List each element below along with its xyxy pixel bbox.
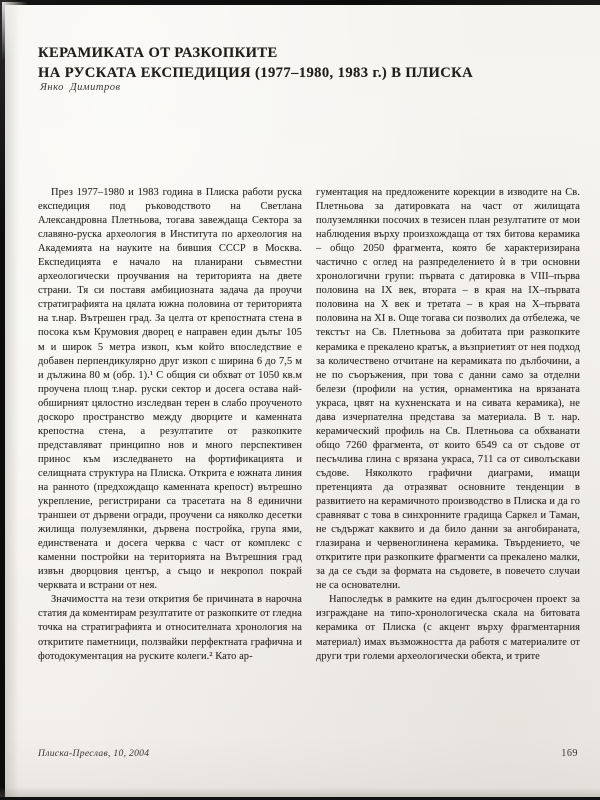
page-footer	[38, 748, 578, 759]
article-author: Янко Димитров	[40, 82, 121, 93]
page-number: 169	[561, 748, 578, 759]
article-title	[38, 43, 580, 84]
paragraph: Напоследък в рамките на един дългосрочен проект за изграждане на типо-хронологическа скала на битовата керамика от Плиска (с акцент върху фрагментарния материал) имах възможността да работя с материалите от други три големи археологически обекта, и трите	[316, 594, 580, 662]
text-column-left	[38, 186, 302, 746]
article-title-line1: КЕРАМИКАТА ОТ РАЗКОПКИТЕ	[38, 44, 278, 61]
paragraph: През 1977–1980 и 1983 година в Плиска работи руска експедиция под ръководството на Светлана Александровна Плетньова, тогава завеждаща Сектора за славяно-руска археология в Института по археология на Академията на науките на бившия СССР в Москва. Експедицията е начало на планирани съвместни археологически проучвания на територията на двете страни. Тя си поставя амбициозната задача да проучи стратиграфията на цялата южна половина от територията на т.нар. Вътрешен град. За целта от крепостната стена в посока към Крумовия дворец е направен един дълъг 105 м и широк 5 метра изкоп, към който впоследствие е добавен перпендикулярно друг изкоп с ширина 6 до 7,5 м и дължина 80 м (обр. 1).¹ С общия си обхват от 1050 кв.м проучена площ т.нар. руски сектор и досега остава най-обширният цялостно изследван терен в слабо проученото доскоро пространство между дворците и каменната крепостна стена, а резултатите от разкопките представляват принципно нов и много перспективен принос към изследването на фортификацията и селищната структура на Плиска. Открита е южната линия на ранното (предхождащо каменната крепост) вътрешно укрепление, регистрирани са трасетата на 8 единични траншеи от дървени огради, проучени са няколко десетки жилища полуземлянки, дървена постройка, група ями, единствената и досега черква с част от комплекс с каменни постройки на територията на Вътрешния град извън дворцовия център, а също и некропол покрай черквата и встрани от нея.	[38, 187, 302, 592]
text-column-right	[316, 186, 580, 746]
scan-corner-glare	[2, 2, 28, 62]
scan-edge-left-shadow	[5, 0, 19, 800]
paragraph: гументация на предложените корекции в изводите на Св. Плетньова за датировката на част от жилищата полуземлянки посочих в тезисен план резултатите от мои наблюдения върху произхождаща от тях битова керамика – общо 2050 фрагмента, която бе характеризирана частично с оглед на разпределението ѝ в три основни хронологични групи: първата с датировка в VIII–първа половина на IX век, втората – в края на IX–първата половина на X век и третата – в края на X–първата половина на XI в. Още тогава си позволих да отбележа, че текстът на Св. Плетньова за добитата при разкопките керамика е прекалено кратък, а възприетият от нея подход за количествено отчитане на керамиката по дълбочини, а не по съоръжения, при това с данни само за отделни белези (профили на устия, орнаментика на врязаната украса, цвят на кухненската и на сивата керамика), не дава изчерпателна представа за материала. В т. нар. керамический профиль на Св. Плетньова са обхванати общо 7260 фрагмента, от които 6549 са от съдове от песъчлива глина с врязана украса, 711 са от сиволъскави съдове. Няколкото графични диаграми, имащи претенцията да отразяват основните тенденции в развитието на керамичното производство в Плиска и да го сравняват с това в синхронните градища Саркел и Таман, не съдържат каквито и да било данни за ангобираната, глазирана и червеноглинена керамика. Твърдението, че откритите при разкопките фрагменти са прекалено малки, за да се съди за формата на съдовете, в повечето случаи не са основателни.	[316, 187, 580, 592]
scan-edge-bottom-shadow	[0, 787, 600, 797]
scan-edge-top	[0, 0, 600, 5]
article-body	[38, 186, 580, 746]
paragraph: Значимостта на тези открития бе причината в нарочна статия да коментирам резултатите от разкопките от гледна точка на стратиграфията и относителната хронология на откритите паметници, ползвайки перфектната графична и фотодокументация на руските колеги.² Като ар-	[38, 594, 302, 662]
journal-citation: Плиска-Преслав, 10, 2004	[38, 748, 150, 759]
article-title-line2: НА РУСКАТА ЕКСПЕДИЦИЯ (1977–1980, 1983 г.) В ПЛИСКА	[38, 65, 474, 82]
